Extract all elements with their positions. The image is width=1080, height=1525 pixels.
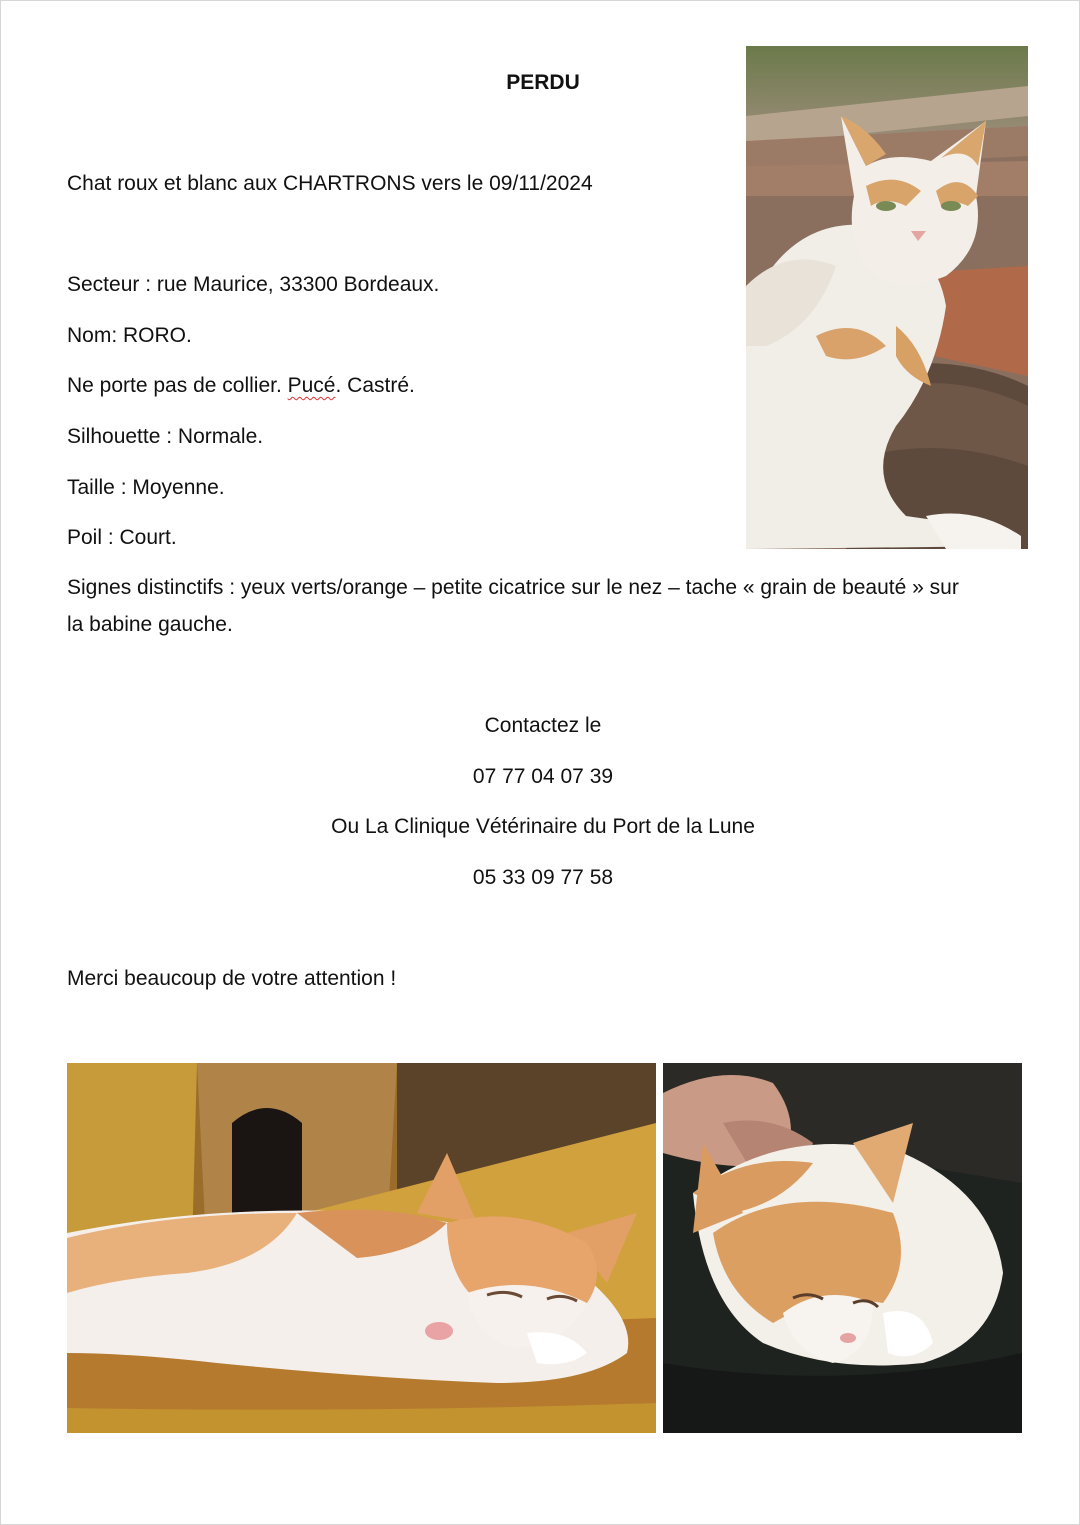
contact-intro: Contactez le [484,714,602,737]
detail-collier [67,367,415,404]
detail-poil: Poil : Court. [67,526,177,549]
intro-text: Chat roux et blanc aux CHARTRONS vers le 09/11/2024 [67,172,593,195]
cat-photo-roof [746,46,1028,549]
cat-photo-lap [663,1063,1022,1433]
contact-phone-2: 05 33 09 77 58 [472,866,614,889]
contact-phone-1: 07 77 04 07 39 [472,765,614,788]
cat-photo-roof-image [746,46,1028,549]
detail-signes: Signes distinctifs : yeux verts/orange – petite cicatrice sur le nez – tache « grain de beauté » sur la babine gauche. [67,576,959,636]
cat-photo-sofa [67,1063,656,1433]
contact-clinic: Ou La Clinique Vétérinaire du Port de la Lune [331,815,755,838]
collier-text-b: . Castré. [335,374,415,397]
cat-photo-sofa-image [67,1063,656,1433]
detail-silhouette: Silhouette : Normale. [67,425,264,448]
cat-photo-lap-image [663,1063,1022,1433]
collier-text-a: Ne porte pas de collier. [67,374,288,397]
detail-taille: Taille : Moyenne. [67,476,225,499]
collier-puce-word: Pucé [287,374,336,397]
thanks-text: Merci beaucoup de votre attention ! [67,967,397,990]
poster-title: PERDU [506,71,580,94]
detail-secteur: Secteur : rue Maurice, 33300 Bordeaux. [67,273,440,296]
detail-nom: Nom: RORO. [67,324,192,347]
